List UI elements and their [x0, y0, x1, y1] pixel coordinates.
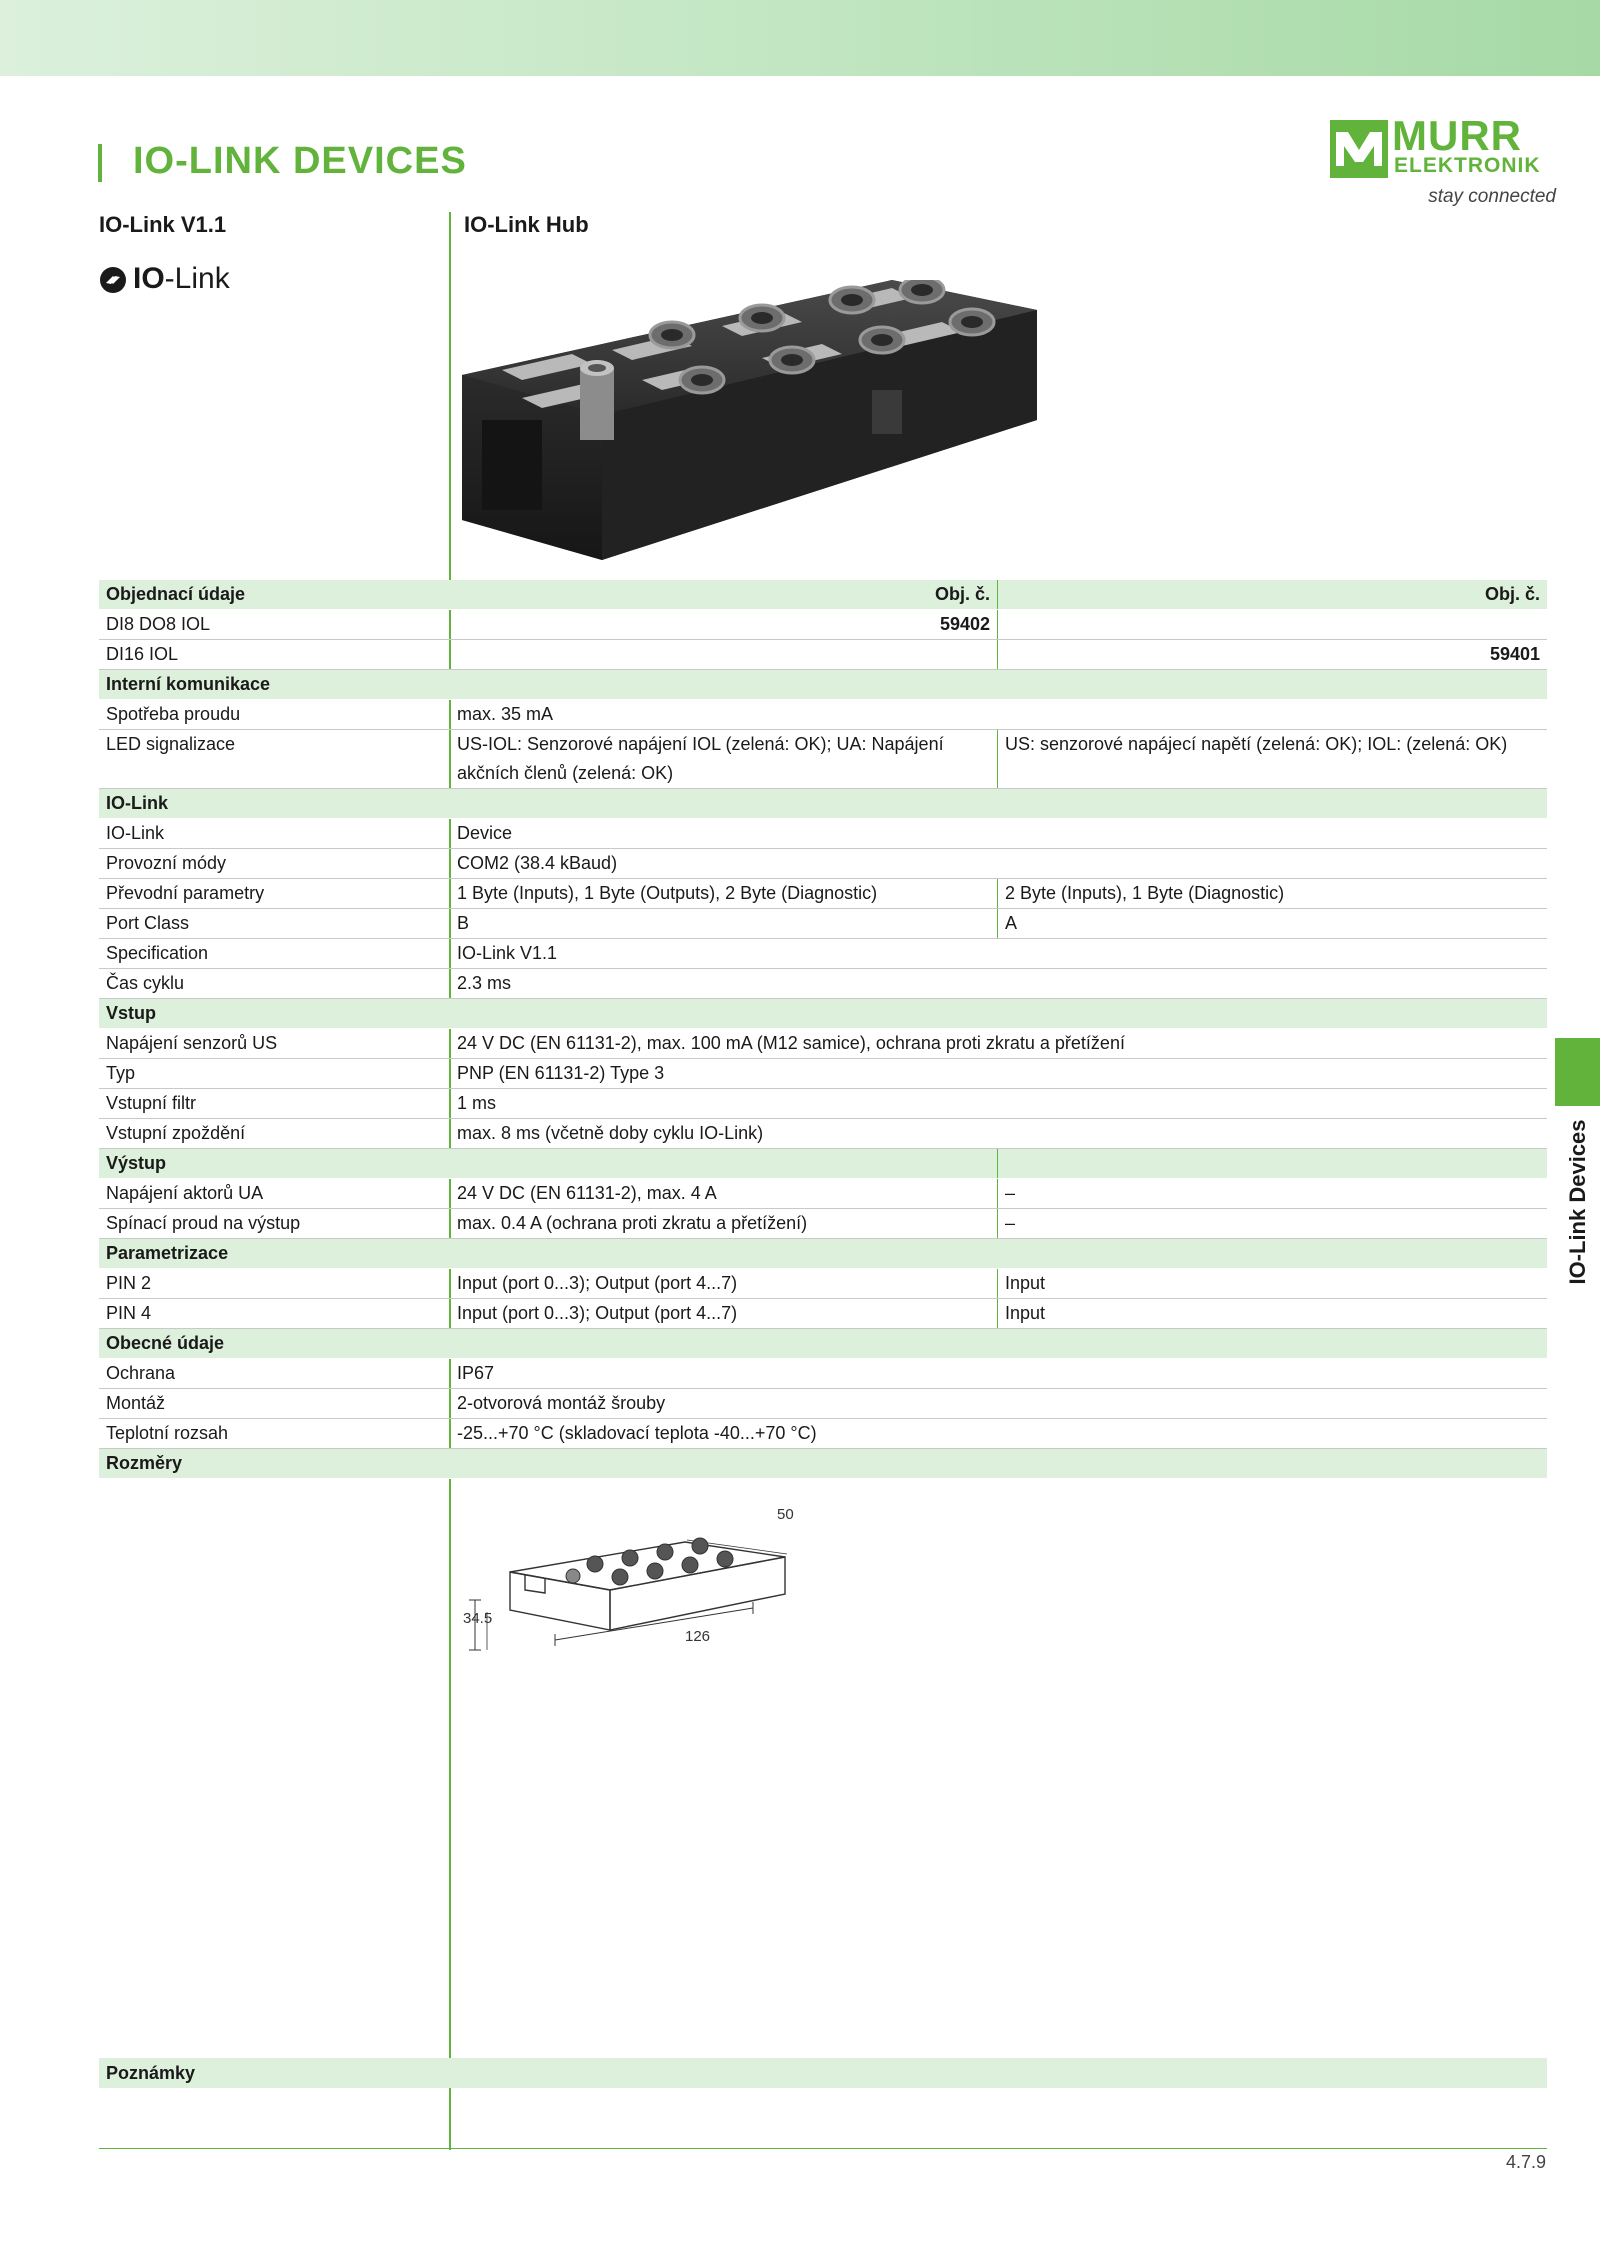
row-value-b: 2 Byte (Inputs), 1 Byte (Diagnostic): [1005, 883, 1285, 903]
table-row: [99, 1389, 1547, 1419]
row-value: max. 8 ms (včetně doby cyklu IO-Link): [457, 1123, 764, 1143]
row-value: COM2 (38.4 kBaud): [457, 853, 618, 873]
row-label: Napájení aktorů UA: [106, 1183, 264, 1203]
row-value-a: 1 Byte (Inputs), 1 Byte (Outputs), 2 Byte (Diagnostic): [450, 879, 998, 908]
iolink-logo-text: IO-Link: [133, 262, 230, 295]
row-label: Ochrana: [106, 1363, 176, 1383]
row-label: Převodní parametry: [106, 883, 265, 903]
row-label: Čas cyklu: [106, 973, 185, 993]
row-value-b: –: [1005, 1213, 1016, 1233]
row-value: -25...+70 °C (skladovací teplota -40...+70 °C): [457, 1423, 817, 1443]
row-value-a: 24 V DC (EN 61131-2), max. 4 A: [450, 1179, 998, 1208]
table-section-input: [99, 999, 1547, 1029]
row-value-a: Input (port 0...3); Output (port 4...7): [450, 1269, 998, 1298]
row-label: Port Class: [106, 913, 190, 933]
page-number: 4.7.9: [1505, 2152, 1546, 2172]
table-section-iolink: [99, 789, 1547, 819]
dimension-height: 34.5: [463, 1610, 493, 1627]
title-accent-bar: [98, 144, 102, 182]
row-value-a: B: [450, 909, 998, 938]
row-label: Typ: [106, 1063, 136, 1083]
row-label: DI8 DO8 IOL: [106, 614, 211, 634]
table-row: [99, 909, 1547, 939]
row-value: 1 ms: [457, 1093, 497, 1113]
section-label: IO-Link: [106, 793, 168, 813]
row-label: Specification: [106, 943, 209, 963]
side-tab-marker: [1555, 1038, 1600, 1106]
order-number: 59402: [450, 610, 998, 639]
murr-logo: [1330, 112, 1558, 214]
table-row: [99, 1269, 1547, 1299]
table-row: [99, 939, 1547, 969]
table-row: [99, 1029, 1547, 1059]
table-row: [99, 849, 1547, 879]
murr-logo-mark-icon: [1330, 120, 1388, 178]
page-title: IO-LINK DEVICES: [133, 140, 467, 182]
row-value-a: US-IOL: Senzorové napájení IOL (zelená: OK); UA: Napájení akčních členů (zelená: OK): [450, 730, 998, 788]
order-number: 59401: [1489, 644, 1540, 664]
row-value: PNP (EN 61131-2) Type 3: [457, 1063, 665, 1083]
row-value-b: Input: [1005, 1303, 1046, 1323]
row-label: PIN 2: [106, 1273, 152, 1293]
notes-section: [99, 2058, 1547, 2088]
table-row: [99, 640, 1547, 670]
table-section-dimensions: [99, 1449, 1547, 1479]
table-row: [99, 700, 1547, 730]
row-value: 24 V DC (EN 61131-2), max. 100 mA (M12 samice), ochrana proti zkratu a přetížení: [457, 1033, 1125, 1053]
section-label: Vstup: [106, 1003, 157, 1023]
table-row: [99, 819, 1547, 849]
left-column-heading: IO-Link V1.1: [99, 212, 227, 237]
logo-brand-subtext: ELEKTRONIK: [1394, 154, 1541, 177]
section-label: Interní komunikace: [106, 674, 271, 694]
row-label: PIN 4: [106, 1303, 152, 1323]
row-label: Objednací údaje: [106, 584, 246, 604]
row-label: LED signalizace: [106, 734, 236, 754]
order-number: [998, 610, 1547, 639]
iolink-logo-icon: [99, 266, 127, 294]
row-label: Spotřeba proudu: [106, 704, 241, 724]
row-value: Device: [457, 823, 513, 843]
dimension-drawing: [455, 1502, 815, 1662]
table-row: [99, 1419, 1547, 1449]
row-value: 2.3 ms: [457, 973, 512, 993]
table-row: [99, 879, 1547, 909]
row-label: Vstupní zpoždění: [106, 1123, 246, 1143]
table-section-output: [99, 1149, 1547, 1179]
order-no-heading-b: Obj. č.: [1484, 584, 1540, 604]
row-value-b: –: [1005, 1183, 1016, 1203]
table-section-internal-communication: [99, 670, 1547, 700]
table-row-order-header: [99, 580, 1547, 610]
side-tab-label: IO-Link Devices: [1565, 1119, 1590, 1285]
row-value-b: US: senzorové napájecí napětí (zelená: OK); IOL: (zelená: OK): [1005, 734, 1508, 754]
row-label: Provozní módy: [106, 853, 227, 873]
product-photo: [462, 280, 1042, 570]
row-value-a: max. 0.4 A (ochrana proti zkratu a přetížení): [450, 1209, 998, 1238]
row-label: Spínací proud na výstup: [106, 1213, 301, 1233]
table-row: [99, 1359, 1547, 1389]
order-no-heading-a: Obj. č.: [450, 580, 998, 609]
table-row: [99, 1089, 1547, 1119]
table-row: [99, 1119, 1547, 1149]
row-label: Montáž: [106, 1393, 166, 1413]
table-section-parametrization: [99, 1239, 1547, 1269]
logo-tagline: stay connected: [1428, 186, 1556, 207]
row-value-b: A: [1005, 913, 1018, 933]
row-label: Napájení senzorů US: [106, 1033, 278, 1053]
table-row: [99, 1179, 1547, 1209]
row-label: IO-Link: [106, 823, 165, 843]
row-label: Teplotní rozsah: [106, 1423, 229, 1443]
table-section-general: [99, 1329, 1547, 1359]
row-value-b: Input: [1005, 1273, 1046, 1293]
section-label: Obecné údaje: [106, 1333, 225, 1353]
table-row: [99, 730, 1547, 789]
right-column-heading: IO-Link Hub: [464, 212, 589, 237]
top-band: [0, 0, 1600, 76]
section-label: Výstup: [106, 1153, 167, 1173]
row-value: IP67: [457, 1363, 495, 1383]
row-value-a: Input (port 0...3); Output (port 4...7): [450, 1299, 998, 1328]
logo-brand-text: MURR: [1392, 112, 1522, 159]
table-row: [99, 1299, 1547, 1329]
table-row: [99, 969, 1547, 999]
table-row: [99, 1209, 1547, 1239]
footer-rule: [99, 2148, 1547, 2149]
row-label: Vstupní filtr: [106, 1093, 197, 1113]
dimension-width: 50: [777, 1506, 794, 1523]
row-label: DI16 IOL: [106, 644, 179, 664]
row-value: max. 35 mA: [457, 704, 554, 724]
section-label: Parametrizace: [106, 1243, 229, 1263]
table-row: [99, 1059, 1547, 1089]
notes-label: Poznámky: [106, 2063, 196, 2083]
row-value: 2-otvorová montáž šrouby: [457, 1393, 666, 1413]
dimension-drawing-graphic: [455, 1502, 815, 1662]
section-label: Rozměry: [106, 1453, 183, 1473]
order-number: [450, 640, 998, 669]
iolink-logo: [99, 262, 299, 298]
dimension-length: 126: [685, 1628, 711, 1645]
row-value: IO-Link V1.1: [457, 943, 558, 963]
table-row: [99, 610, 1547, 640]
spec-table: [99, 580, 1547, 1479]
